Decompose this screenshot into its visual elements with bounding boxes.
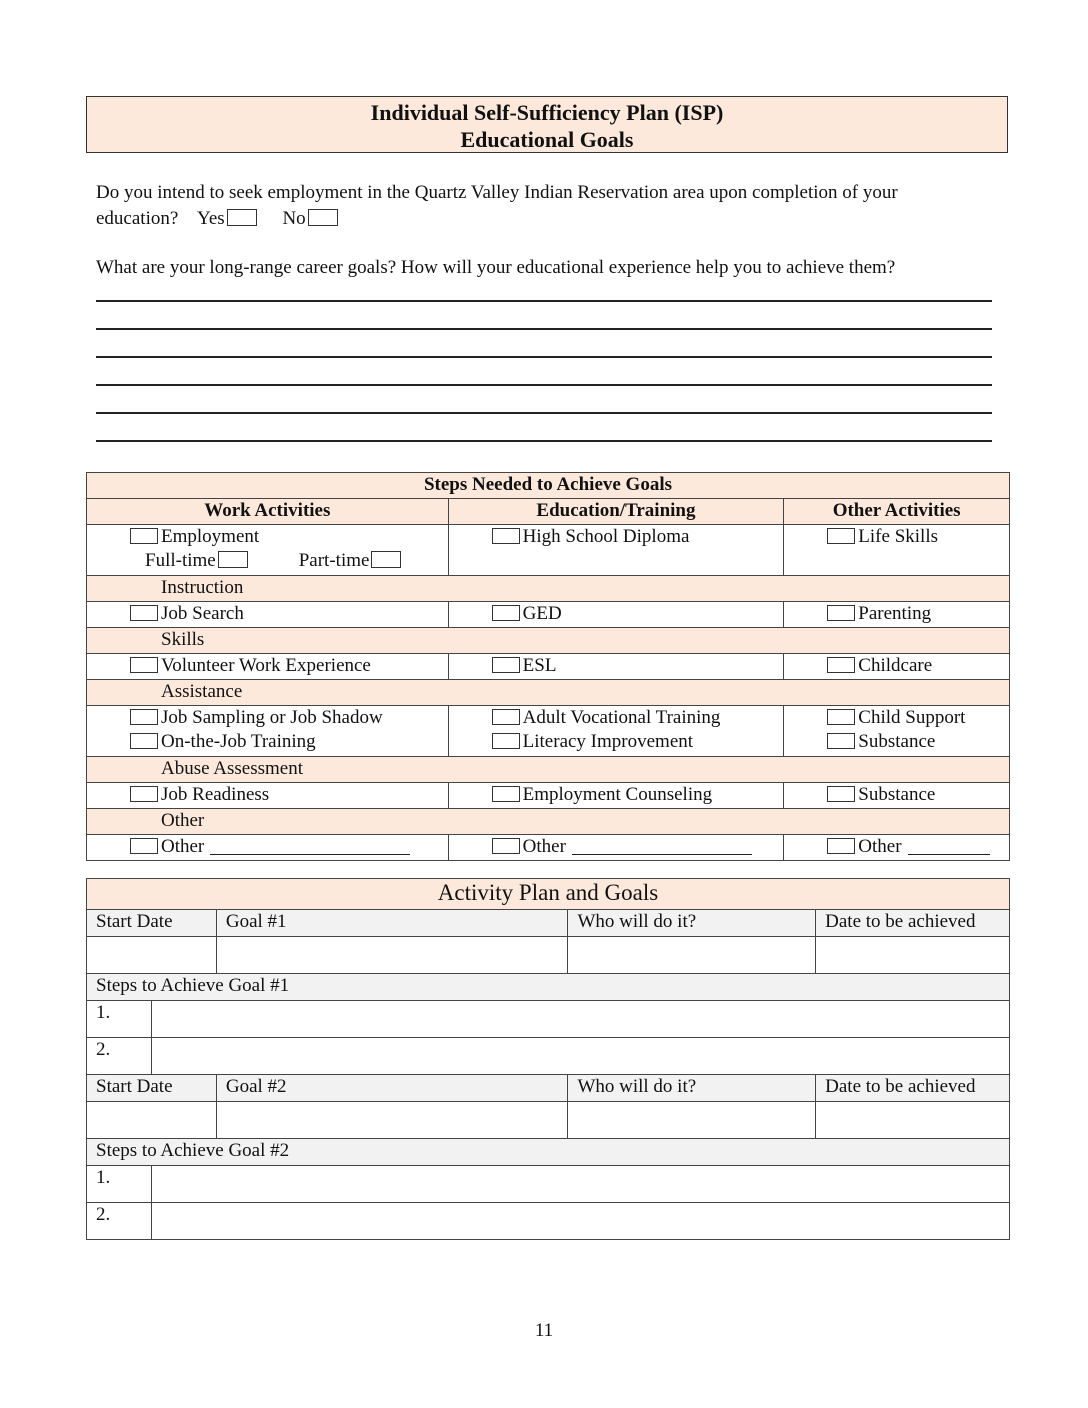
step-field-goal1-2[interactable] [151, 1038, 1009, 1075]
steps-goal-1-label: Steps to Achieve Goal #1 [87, 974, 1010, 1001]
step-field-goal2-1[interactable] [151, 1166, 1009, 1203]
answer-line[interactable] [96, 384, 992, 386]
who-header-1: Who will do it? [568, 910, 816, 937]
step-number: 1. [87, 1166, 152, 1203]
category-assistance: Assistance [87, 680, 1010, 706]
job-sampling-label: Job Sampling or Job Shadow [161, 707, 383, 728]
date-header-1: Date to be achieved [816, 910, 1010, 937]
other-work-label: Other [161, 836, 205, 857]
substance-checkbox[interactable] [827, 733, 855, 749]
job-search-label: Job Search [161, 603, 244, 624]
literacy-label: Literacy Improvement [522, 731, 694, 752]
ged-label: GED [522, 603, 562, 624]
employment-checkbox[interactable] [130, 528, 158, 544]
step-number: 1. [87, 1001, 152, 1038]
employment-counseling-label: Employment Counseling [522, 784, 713, 805]
step-field-goal2-2[interactable] [151, 1203, 1009, 1240]
answer-line[interactable] [96, 356, 992, 358]
employment-counseling-checkbox[interactable] [492, 786, 520, 802]
category-instruction: Instruction [87, 576, 1010, 602]
date-field-2[interactable] [816, 1102, 1010, 1139]
child-support-label: Child Support [858, 707, 966, 728]
other-act-label: Other [858, 836, 902, 857]
parenting-label: Parenting [858, 603, 932, 624]
esl-checkbox[interactable] [492, 657, 520, 673]
volunteer-label: Volunteer Work Experience [161, 655, 371, 676]
start-date-header-1: Start Date [87, 910, 217, 937]
steps-goal-2-label: Steps to Achieve Goal #2 [87, 1139, 1010, 1166]
category-skills: Skills [87, 628, 1010, 654]
childcare-label: Childcare [858, 655, 933, 676]
who-field-1[interactable] [568, 937, 816, 974]
adult-vocational-checkbox[interactable] [492, 709, 520, 725]
employment-question [96, 180, 1016, 232]
answer-line[interactable] [96, 412, 992, 414]
child-support-checkbox[interactable] [827, 709, 855, 725]
other-work-field[interactable] [210, 836, 410, 855]
goal-header-2: Goal #2 [216, 1075, 568, 1102]
life-skills-label: Life Skills [858, 526, 938, 547]
step-number: 2. [87, 1038, 152, 1075]
part-time-label: Part-time [298, 550, 370, 571]
esl-label: ESL [522, 655, 557, 676]
goal-header-1: Goal #1 [216, 910, 568, 937]
job-readiness-checkbox[interactable] [130, 786, 158, 802]
no-checkbox[interactable] [308, 209, 338, 226]
start-date-field-2[interactable] [87, 1102, 217, 1139]
goal-field-1[interactable] [216, 937, 568, 974]
high-school-checkbox[interactable] [492, 528, 520, 544]
parenting-checkbox[interactable] [827, 605, 855, 621]
column-header-education: Education/Training [448, 499, 784, 525]
other-edu-field[interactable] [572, 836, 752, 855]
career-goals-question: What are your long-range career goals? How will your educational experience help you to achieve them? [96, 257, 896, 278]
job-search-checkbox[interactable] [130, 605, 158, 621]
job-sampling-checkbox[interactable] [130, 709, 158, 725]
full-time-checkbox[interactable] [218, 551, 248, 568]
substance-label: Substance [858, 731, 936, 752]
employment-label: Employment [161, 526, 260, 547]
high-school-label: High School Diploma [522, 526, 690, 547]
goal-field-2[interactable] [216, 1102, 568, 1139]
other-act-checkbox[interactable] [827, 838, 855, 854]
step-field-goal1-1[interactable] [151, 1001, 1009, 1038]
substance-2-checkbox[interactable] [827, 786, 855, 802]
category-other: Other [87, 809, 1010, 835]
volunteer-checkbox[interactable] [130, 657, 158, 673]
steps-table-title: Steps Needed to Achieve Goals [87, 473, 1010, 499]
other-edu-label: Other [522, 836, 566, 857]
full-time-label: Full-time [145, 550, 216, 571]
answer-line[interactable] [96, 440, 992, 442]
date-header-2: Date to be achieved [816, 1075, 1010, 1102]
question-text-line2: education? [96, 208, 179, 229]
literacy-checkbox[interactable] [492, 733, 520, 749]
adult-vocational-label: Adult Vocational Training [522, 707, 721, 728]
step-number: 2. [87, 1203, 152, 1240]
part-time-checkbox[interactable] [371, 551, 401, 568]
column-header-work: Work Activities [87, 499, 449, 525]
page-subtitle: Educational Goals [460, 127, 634, 152]
start-date-header-2: Start Date [87, 1075, 217, 1102]
category-abuse-assessment: Abuse Assessment [87, 757, 1010, 783]
who-field-2[interactable] [568, 1102, 816, 1139]
other-work-checkbox[interactable] [130, 838, 158, 854]
answer-line[interactable] [96, 300, 992, 302]
answer-line[interactable] [96, 328, 992, 330]
ged-checkbox[interactable] [492, 605, 520, 621]
yes-label: Yes [197, 208, 225, 229]
yes-checkbox[interactable] [227, 209, 257, 226]
who-header-2: Who will do it? [568, 1075, 816, 1102]
substance-2-label: Substance [858, 784, 936, 805]
job-readiness-label: Job Readiness [161, 784, 270, 805]
page-number: 11 [534, 1320, 554, 1341]
activity-plan-table [86, 878, 1010, 1240]
on-the-job-label: On-the-Job Training [161, 731, 316, 752]
page-title-box [86, 96, 1008, 153]
start-date-field-1[interactable] [87, 937, 217, 974]
activity-plan-title: Activity Plan and Goals [87, 879, 1010, 910]
other-edu-checkbox[interactable] [492, 838, 520, 854]
steps-table [86, 472, 1010, 861]
question-text-line1: Do you intend to seek employment in the Quartz Valley Indian Reservation area upon completion of your [96, 182, 898, 203]
life-skills-checkbox[interactable] [827, 528, 855, 544]
childcare-checkbox[interactable] [827, 657, 855, 673]
column-header-other: Other Activities [784, 499, 1010, 525]
no-label: No [282, 208, 306, 229]
date-field-1[interactable] [816, 937, 1010, 974]
other-act-field[interactable] [908, 836, 990, 855]
on-the-job-checkbox[interactable] [130, 733, 158, 749]
page-title: Individual Self-Sufficiency Plan (ISP) [370, 100, 724, 125]
